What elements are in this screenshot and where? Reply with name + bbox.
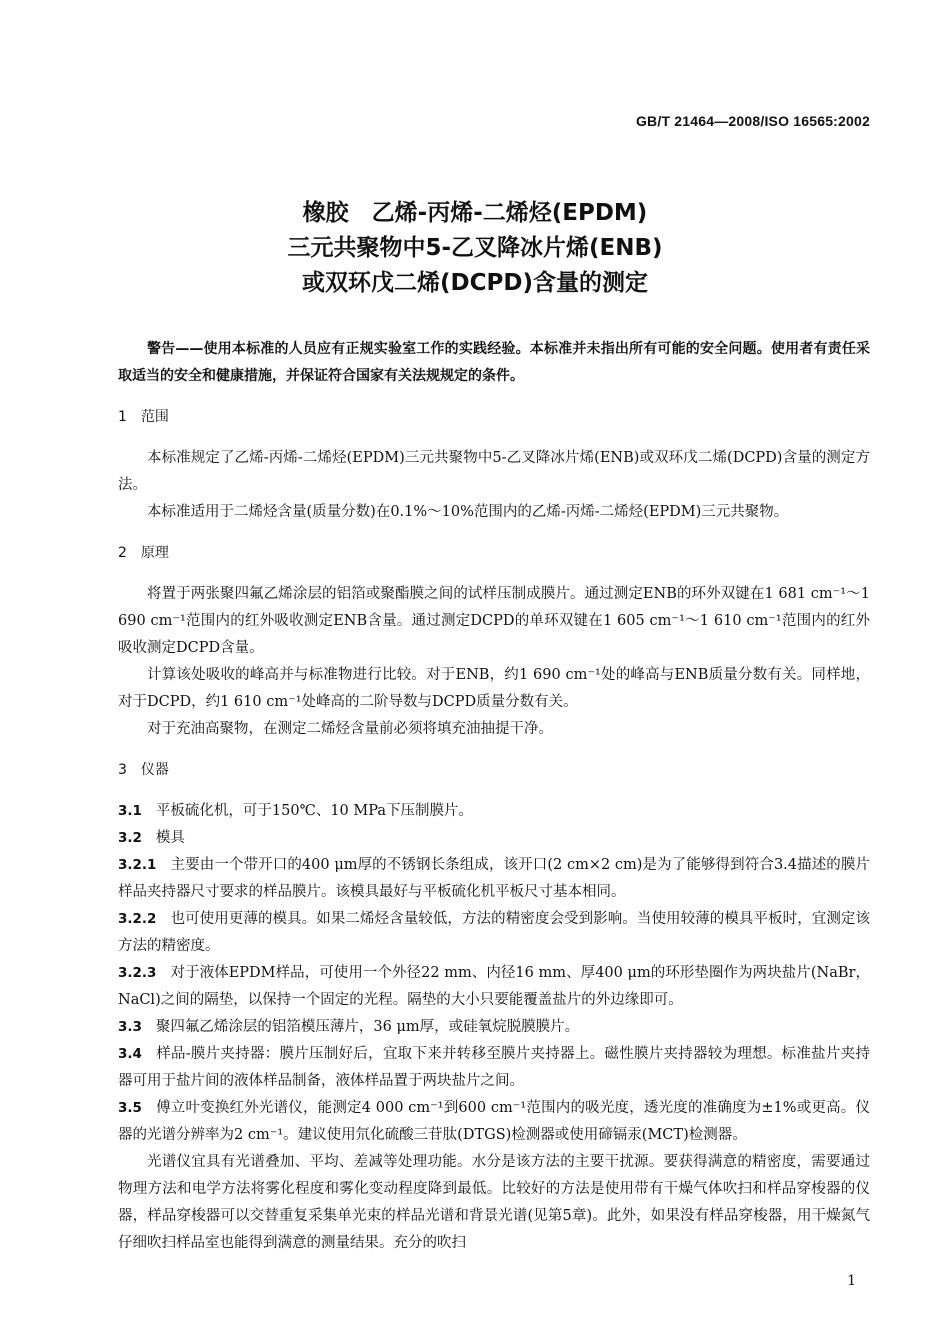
section-2-paragraph: 对于充油高聚物，在测定二烯烃含量前必须将填充油抽提干净。 [147,721,553,737]
clause-number: 3.2.2 [118,911,157,927]
document-title [0,196,950,301]
clause-text: 傅立叶变换红外光谱仪，能测定4 000 cm⁻¹到600 cm⁻¹范围内的吸光度，透光度的准确度为±1%或更高。仪器的光谱分辨率为2 cm⁻¹。建议使用氘化硫酸三苷肽(DTGS)检测器或使用碲镉汞(MCT)检测器。 [118,1100,870,1143]
clause-number: 3.4 [118,1046,142,1062]
standard-code: GB/T 21464—2008/ISO 16565:2002 [635,113,870,129]
clause-text: 对于液体EPDM样品，可使用一个外径22 mm、内径16 mm、厚400 μm的环形垫圈作为两块盐片(NaBr，NaCl)之间的隔垫，以保持一个固定的光程。隔垫的大小只要能覆盖盐片的外边缘即可。 [118,965,870,1008]
clause-number: 3.1 [118,803,142,819]
page-number: 1 [847,1273,856,1289]
clause-number: 3.2 [118,830,142,846]
clause-text: 平板硫化机，可于150℃、10 MPa下压制膜片。 [155,803,473,819]
title-line-3: 或双环戊二烯(DCPD)含量的测定 [302,270,648,296]
section-1-paragraph: 本标准适用于二烯烃含量(质量分数)在0.1%～10%范围内的乙烯-丙烯-二烯烃(EPDM)三元共聚物。 [147,504,789,520]
warning-paragraph: 警告——使用本标准的人员应有正规实验室工作的实践经验。本标准并未指出所有可能的安全问题。使用者有责任采取适当的安全和健康措施，并保证符合国家有关法规规定的条件。 [118,341,870,384]
clause-item [118,906,870,960]
clause-item [118,825,870,852]
clause-item [118,798,870,825]
title-line-1: 橡胶 乙烯-丙烯-二烯烃(EPDM) [302,200,648,226]
section-1-heading: 1 范围 [118,409,169,425]
clause-item [118,960,870,1014]
clause-item [118,1041,870,1095]
title-line-2: 三元共聚物中5-乙叉降冰片烯(ENB) [287,235,663,261]
clause-number: 3.2.3 [118,965,157,981]
clause-text: 聚四氟乙烯涂层的铝箔模压薄片，36 μm厚，或硅氧烷脱膜膜片。 [155,1019,580,1035]
clause-text: 模具 [155,830,185,846]
document-body [118,336,870,1257]
clause-number: 3.2.1 [118,857,157,873]
clause-number: 3.3 [118,1019,142,1035]
clause-text: 也可使用更薄的模具。如果二烯烃含量较低，方法的精密度会受到影响。当使用较薄的模具平板时，宜测定该方法的精密度。 [118,911,870,954]
clause-text: 样品-膜片夹持器：膜片压制好后，宜取下来并转移至膜片夹持器上。磁性膜片夹持器较为理想。标准盐片夹持器可用于盐片间的液体样品制备，液体样品置于两块盐片之间。 [118,1046,870,1089]
section-2-heading: 2 原理 [118,545,169,561]
section-1-paragraph: 本标准规定了乙烯-丙烯-二烯烃(EPDM)三元共聚物中5-乙叉降冰片烯(ENB)或双环戊二烯(DCPD)含量的测定方法。 [118,450,870,493]
clause-item [118,1095,870,1149]
section-3-heading: 3 仪器 [118,762,169,778]
clause-text: 主要由一个带开口的400 μm厚的不锈钢长条组成，该开口(2 cm×2 cm)是为了能够得到符合3.4描述的膜片样品夹持器尺寸要求的样品膜片。该模具最好与平板硫化机平板尺寸基本相同。 [118,857,870,900]
section-2-paragraph: 将置于两张聚四氟乙烯涂层的铝箔或聚酯膜之间的试样压制成膜片。通过测定ENB的环外双键在1 681 cm⁻¹～1 690 cm⁻¹范围内的红外吸收测定ENB含量。通过测定DCPD的单环双键在1 605 cm⁻¹～1 610 cm⁻¹范围内的红外吸收测定DCPD含量。 [118,586,870,656]
clause-item [118,1014,870,1041]
section-2-paragraph: 计算该处吸收的峰高并与标准物进行比较。对于ENB，约1 690 cm⁻¹处的峰高与ENB质量分数有关。同样地，对于DCPD，约1 610 cm⁻¹处峰高的二阶导数与DCPD质量分数有关。 [118,667,870,710]
clause-number: 3.5 [118,1100,142,1116]
section-3-paragraph: 光谱仪宜具有光谱叠加、平均、差减等处理功能。水分是该方法的主要干扰源。要获得满意的精密度，需要通过物理方法和电学方法将雾化程度和雾化变动程度降到最低。比较好的方法是使用带有干燥气体吹扫和样品穿梭器的仪器，样品穿梭器可以交替重复采集单光束的样品光谱和背景光谱(见第5章)。此外，如果没有样品穿梭器，用干燥氮气仔细吹扫样品室也能得到满意的测量结果。充分的吹扫 [118,1154,870,1251]
clause-item [118,852,870,906]
